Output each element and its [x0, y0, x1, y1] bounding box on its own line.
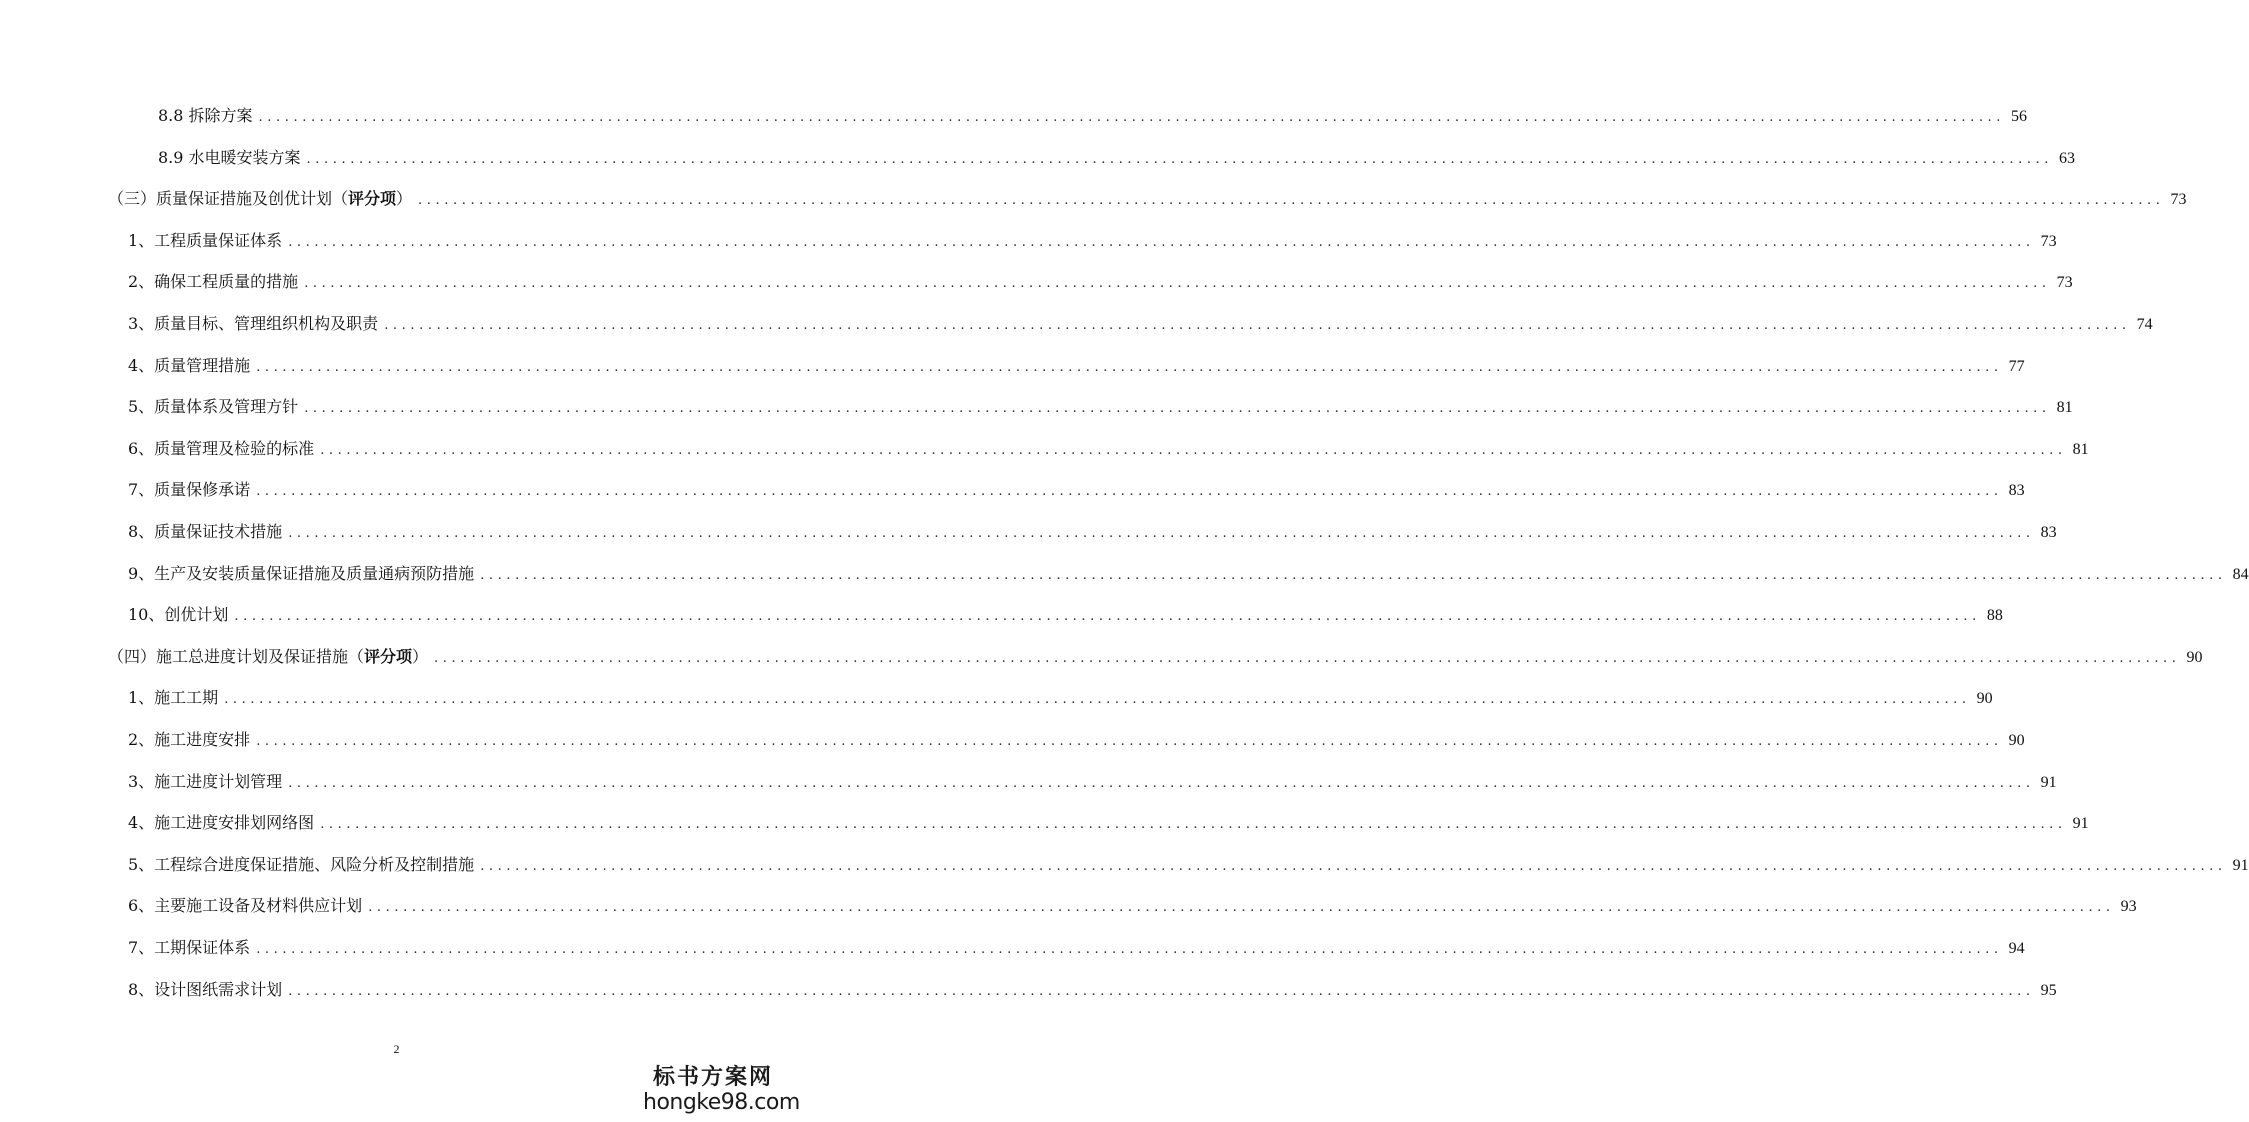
toc-entry-title: [128, 969, 282, 1011]
toc-entry-title: [128, 469, 250, 511]
toc-entry-page: 95: [2040, 981, 2057, 999]
toc-entry: [158, 137, 2076, 179]
toc-entry-title: [128, 761, 282, 803]
toc-entry-title-text: 5、质量体系及管理方针: [128, 397, 299, 417]
site-watermark-logo: [643, 1064, 800, 1116]
toc-entry-title-text: 3、施工进度计划管理: [128, 771, 283, 791]
toc-entry-page: 84: [2232, 565, 2249, 583]
toc-dot-leader: ........................................................................................................................................................................................................: [288, 775, 2035, 791]
toc-entry-title-text: 7、质量保修承诺: [128, 480, 251, 500]
toc-entry-title: [108, 636, 428, 678]
toc-entry-title-text: 8.9 水电暖安装方案: [158, 147, 301, 167]
toc-entry-title-text: 7、工期保证体系: [128, 938, 251, 957]
toc-dot-leader: ........................................................................................................................................................................................................: [256, 359, 2003, 375]
toc-entry-title: [128, 303, 378, 345]
toc-entry: [128, 885, 2137, 927]
toc-entry: [128, 719, 2025, 761]
toc-entry-title-suffix: ）: [396, 189, 413, 209]
toc-entry-title-text: （四）施工总进度计划及保证措施（: [108, 646, 365, 666]
toc-entry-page: 73: [2040, 232, 2057, 250]
toc-dot-leader: ........................................................................................................................................................................................................: [480, 858, 2227, 874]
toc-entry: [128, 303, 2153, 345]
toc-entry-title-text: （三）质量保证措施及创优计划（: [108, 189, 349, 209]
toc-entry: [128, 761, 2057, 803]
toc-entry: [128, 261, 2073, 303]
toc-entry-page: 83: [2040, 524, 2057, 541]
toc-entry-title-text: 2、施工进度安排: [128, 730, 251, 749]
toc-entry: [128, 553, 2249, 595]
toc-entry-title: [158, 95, 253, 137]
toc-entry-title-text: 3、质量目标、管理组织机构及职责: [128, 314, 379, 333]
toc-entry: [128, 386, 2073, 428]
toc-entry: [128, 428, 2089, 470]
toc-entry: [158, 95, 2028, 137]
toc-entry-scoring-label: 评分项: [348, 189, 397, 209]
toc-dot-leader: ........................................................................................................................................................................................................: [306, 151, 2054, 167]
toc-entry: [128, 844, 2249, 886]
toc-entry: [108, 636, 2203, 678]
toc-entry-title-text: 9、生产及安装质量保证措施及质量通病预防措施: [128, 563, 475, 583]
toc-dot-leader: ........................................................................................................................................................................................................: [256, 734, 2003, 749]
toc-entry-title: [128, 885, 362, 927]
toc-dot-leader: ........................................................................................................................................................................................................: [384, 318, 2131, 333]
toc-entry-title: [128, 553, 474, 595]
toc-entry: [128, 594, 2003, 636]
toc-entry-page: 73: [2170, 191, 2187, 209]
toc-dot-leader: ........................................................................................................................................................................................................: [368, 900, 2115, 916]
toc-entry-title: [128, 677, 218, 719]
toc-entry-title-text: 2、确保工程质量的措施: [128, 272, 299, 292]
toc-entry-page: 77: [2008, 357, 2025, 375]
toc-entry-title-text: 4、质量管理措施: [128, 355, 251, 375]
toc-entry-title-text: 10、创优计划: [128, 605, 229, 625]
toc-dot-leader: ........................................................................................................................................................................................................: [320, 817, 2067, 833]
toc-entry-page: 91: [2040, 773, 2057, 791]
toc-entry-title: [128, 844, 474, 886]
toc-entry-page: 74: [2136, 316, 2153, 333]
toc-dot-leader: ........................................................................................................................................................................................................: [256, 484, 2003, 500]
toc-entry-title-text: 8、质量保证技术措施: [128, 522, 283, 541]
toc-dot-leader: ........................................................................................................................................................................................................: [480, 567, 2227, 583]
toc-entry-title: [158, 137, 301, 179]
toc-entry-title-text: 6、质量管理及检验的标准: [128, 438, 315, 458]
toc-entry: [128, 927, 2025, 969]
toc-dot-leader: ........................................................................................................................................................................................................: [434, 650, 2181, 666]
toc-entry-page: 73: [2056, 274, 2073, 292]
toc-dot-leader: ........................................................................................................................................................................................................: [256, 942, 2003, 957]
toc-entry-title-text: 1、工程质量保证体系: [128, 230, 283, 250]
toc-dot-leader: ........................................................................................................................................................................................................: [224, 692, 1971, 708]
toc-entry: [128, 220, 2057, 262]
toc-entry: [128, 969, 2057, 1011]
watermark-en-text: hongke98.com: [643, 1090, 800, 1115]
watermark-cn-text: 标书方案网: [652, 1064, 773, 1090]
toc-entry-page: 81: [2072, 440, 2089, 458]
toc-dot-leader: ........................................................................................................................................................................................................: [258, 110, 2006, 125]
toc-entry-page: 90: [2008, 732, 2025, 749]
page-number: 2: [393, 1042, 400, 1056]
toc-entry-title-text: 8、设计图纸需求计划: [128, 979, 283, 999]
toc-entry-page: 94: [2008, 940, 2025, 957]
toc-dot-leader: ........................................................................................................................................................................................................: [304, 276, 2051, 292]
toc-entry-title-suffix: ）: [412, 646, 429, 666]
toc-entry: [128, 677, 1993, 719]
toc-entry-title-text: 1、施工工期: [128, 688, 219, 708]
toc-entry-title-text: 4、施工进度安排划网络图: [128, 813, 315, 833]
toc-entry-page: 91: [2072, 815, 2089, 833]
toc-entry-title: [128, 594, 228, 636]
toc-entry-title: [128, 386, 298, 428]
toc-entry-title: [128, 261, 298, 303]
toc-entry-title: [128, 511, 282, 553]
toc-entry-title-text: 6、主要施工设备及材料供应计划: [128, 896, 363, 916]
toc-dot-leader: ........................................................................................................................................................................................................: [320, 442, 2067, 458]
toc-dot-leader: ........................................................................................................................................................................................................: [288, 983, 2035, 999]
toc-entry-page: 63: [2059, 149, 2076, 167]
toc-entry-page: 56: [2011, 108, 2028, 125]
toc-dot-leader: ........................................................................................................................................................................................................: [288, 526, 2035, 541]
toc-dot-leader: ........................................................................................................................................................................................................: [234, 609, 1981, 625]
toc-entry-page: 91: [2232, 856, 2249, 874]
toc-entry: [128, 802, 2089, 844]
toc-entry-title: [128, 719, 250, 761]
toc-entry-title: [128, 220, 282, 262]
toc-entry-title-text: 8.8 拆除方案: [158, 106, 253, 125]
toc-dot-leader: ........................................................................................................................................................................................................: [304, 401, 2051, 417]
toc-entry-title: [128, 802, 314, 844]
toc-entry: [108, 178, 2187, 220]
toc-entry-title: [128, 428, 314, 470]
toc-entry-title: [128, 927, 250, 969]
toc-dot-leader: ........................................................................................................................................................................................................: [418, 193, 2165, 209]
toc-entry-page: 81: [2056, 399, 2073, 417]
toc-entry-page: 90: [1976, 690, 1993, 708]
toc-entry-page: 88: [1986, 607, 2003, 625]
toc-entry: [128, 511, 2057, 553]
toc-entry-title: [108, 178, 412, 220]
toc-entry-title-text: 5、工程综合进度保证措施、风险分析及控制措施: [128, 854, 475, 874]
toc-entry-title: [128, 345, 250, 387]
toc-dot-leader: ........................................................................................................................................................................................................: [288, 234, 2035, 250]
toc-entry: [128, 345, 2025, 387]
toc-entry-page: 90: [2186, 648, 2203, 666]
toc-entry-scoring-label: 评分项: [364, 646, 413, 666]
toc-entry-page: 93: [2120, 898, 2137, 916]
toc-entry: [128, 469, 2025, 511]
toc-entry-page: 83: [2008, 482, 2025, 500]
